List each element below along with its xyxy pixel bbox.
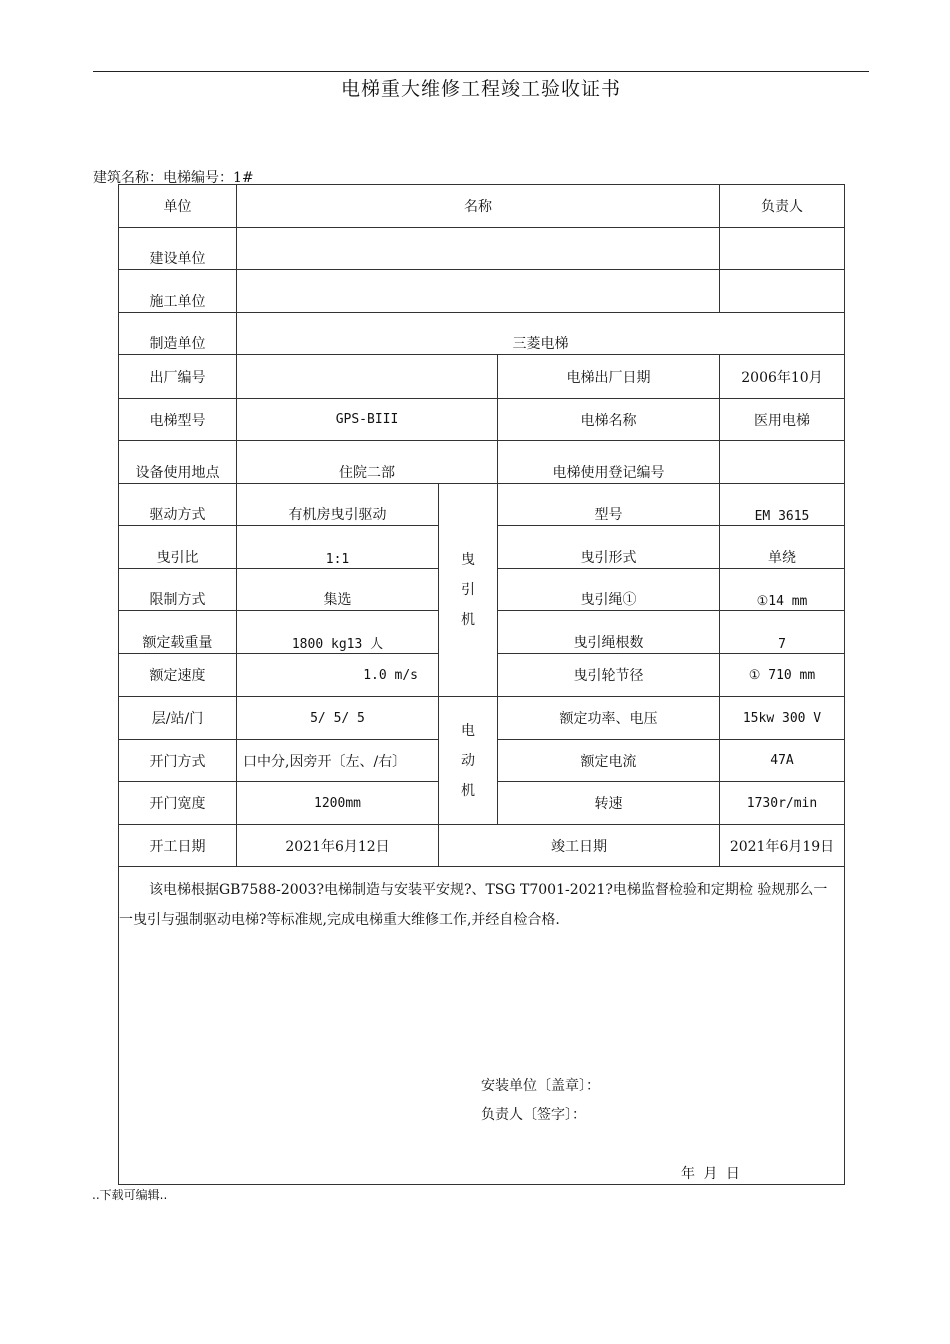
footer-note: ..下载可编辑.. [92,1188,168,1202]
table-row [119,441,845,484]
ratio-label: 曳引比 [119,526,237,569]
rope-value: ①14 mm [720,569,845,611]
table-row [119,270,845,313]
acceptance-form-table [118,184,845,1185]
location-label: 设备使用地点 [119,441,237,484]
table-row [119,355,845,399]
traction-machine-group-label: 曳 引 机 [439,484,498,697]
table-row [119,228,845,270]
start-date-label: 开工日期 [119,825,237,867]
current-label: 额定电流 [498,740,720,782]
construct-unit-name-cell [237,270,720,313]
traction-form-value: 单绕 [720,526,845,569]
construct-unit-manager-cell [720,270,845,313]
table-row [119,697,845,740]
type-label: 型号 [498,484,720,526]
maker-value: 三菱电梯 [237,313,845,355]
maker-label: 制造单位 [119,313,237,355]
serial-value-cell [237,355,498,399]
construct-unit-label: 施工单位 [119,270,237,313]
document-title: 电梯重大维修工程竣工验收证书 [340,78,621,100]
rpm-value: 1730r/min [720,782,845,825]
table-row [119,185,845,228]
door-width-label: 开门宽度 [119,782,237,825]
door-mode-label: 开门方式 [119,740,237,782]
build-unit-label: 建设单位 [119,228,237,270]
power-value: 15kw 300 V [720,697,845,740]
table-row [119,313,845,355]
remarks-cell [119,867,845,1185]
elevator-name-label: 电梯名称 [498,399,720,441]
traction-form-label: 曳引形式 [498,526,720,569]
elevator-name-value: 医用电梯 [720,399,845,441]
current-value: 47A [720,740,845,782]
start-date-value: 2021年6月12日 [237,825,439,867]
rpm-label: 转速 [498,782,720,825]
floors-label: 层/站/门 [119,697,237,740]
factory-date-value: 2006年10月 [720,355,845,399]
reg-no-label: 电梯使用登记编号 [498,441,720,484]
floors-value: 5/ 5/ 5 [237,697,439,740]
control-label: 限制方式 [119,569,237,611]
build-unit-manager-cell [720,228,845,270]
finish-date-value: 2021年6月19日 [720,825,845,867]
model-label: 电梯型号 [119,399,237,441]
speed-label: 额定速度 [119,654,237,697]
manager-header: 负责人 [720,185,845,228]
door-width-value: 1200mm [237,782,439,825]
ratio-value: 1:1 [237,526,439,569]
reg-no-value-cell [720,441,845,484]
sheave-value: ① 710 mm [720,654,845,697]
motor-group-label: 电 动 机 [439,697,498,825]
rope-label: 曳引绳① [498,569,720,611]
model-value: GPS-BIII [237,399,498,441]
table-row [119,484,845,526]
control-value: 集选 [237,569,439,611]
table-row [119,825,845,867]
drive-label: 驱动方式 [119,484,237,526]
build-unit-name-cell [237,228,720,270]
factory-date-label: 电梯出厂日期 [498,355,720,399]
rope-count-label: 曳引绳根数 [498,611,720,654]
remarks-text: 该电梯根据GB7588-2003?电梯制造与安装平安规?、TSG T7001-2021?电梯监督检验和定期检 验规那么一一曳引与强制驱动电梯?等标准规,完成电梯重大维修工作,并经自检合格. [119,882,828,928]
load-value: 1800 kg13 人 [237,611,439,654]
location-value: 住院二部 [237,441,498,484]
table-row [119,399,845,441]
building-elevator-number: 建筑名称：电梯编号：1# [93,170,254,186]
unit-header: 单位 [119,185,237,228]
load-label: 额定载重量 [119,611,237,654]
rope-count-value: 7 [720,611,845,654]
drive-value: 有机房曳引驱动 [237,484,439,526]
serial-label: 出厂编号 [119,355,237,399]
table-row [119,867,845,1185]
door-mode-value: 口中分,因旁开〔左、/右〕 [237,740,439,782]
name-header: 名称 [237,185,720,228]
top-rule [93,71,869,72]
finish-date-label: 竣工日期 [439,825,720,867]
install-unit-seal-label: 安装单位〔盖章〕： [481,1078,600,1094]
type-value: EM 3615 [720,484,845,526]
sheave-label: 曳引轮节径 [498,654,720,697]
signer-label: 负责人〔签字〕： [481,1107,586,1123]
power-label: 额定功率、电压 [498,697,720,740]
speed-value: 1.0 m/s [237,654,439,697]
sign-date: 年 月 日 [681,1166,742,1182]
